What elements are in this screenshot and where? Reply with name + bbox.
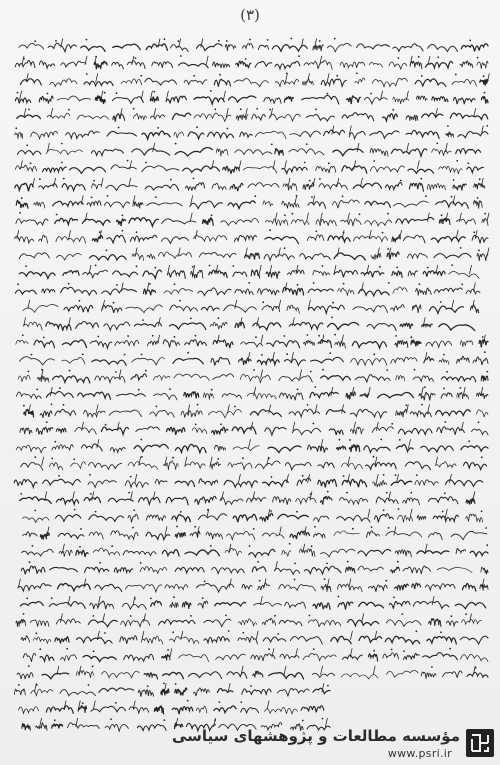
psri-seal-icon	[466, 729, 494, 757]
handwritten-line	[15, 282, 480, 296]
handwritten-line	[15, 125, 488, 139]
handwritten-line	[20, 73, 489, 87]
handwritten-line	[17, 143, 480, 157]
handwritten-line	[22, 508, 482, 522]
handwritten-line	[16, 613, 482, 627]
website-url: www.psri.ir	[387, 747, 452, 760]
handwritten-line	[15, 55, 488, 69]
handwritten-line	[17, 665, 488, 679]
handwritten-line	[19, 247, 489, 261]
handwritten-line	[21, 456, 487, 470]
handwritten-line	[23, 317, 474, 331]
handwritten-line	[23, 300, 479, 314]
handwritten-line	[15, 160, 483, 174]
handwritten-line	[20, 596, 485, 610]
handwritten-line	[16, 195, 482, 209]
handwritten-line	[20, 351, 489, 365]
handwritten-line	[23, 526, 487, 540]
handwritten-line	[19, 38, 488, 52]
institute-watermark: مؤسسه مطالعات و پژوهشهای سیاسی	[171, 727, 460, 745]
handwritten-line	[16, 334, 488, 348]
handwritten-line	[22, 543, 488, 557]
handwritten-line	[16, 212, 489, 226]
handwritten-line	[19, 264, 479, 278]
handwritten-line	[23, 648, 488, 662]
handwritten-line	[16, 439, 488, 453]
handwritten-line	[17, 386, 489, 400]
handwritten-line	[15, 229, 488, 243]
handwritten-line	[17, 108, 488, 122]
handwritten-line	[15, 178, 485, 192]
page-number: (٣)	[240, 6, 260, 24]
handwritten-line	[14, 474, 483, 488]
handwritten-line	[21, 561, 488, 575]
handwritten-line	[21, 630, 488, 644]
handwritten-line	[23, 404, 488, 418]
handwritten-line	[20, 491, 475, 505]
handwritten-line	[14, 683, 330, 697]
handwritten-line	[20, 421, 488, 435]
handwritten-line	[18, 578, 488, 592]
handwritten-line	[15, 90, 488, 104]
handwritten-line	[19, 700, 324, 714]
handwritten-line	[18, 369, 488, 383]
